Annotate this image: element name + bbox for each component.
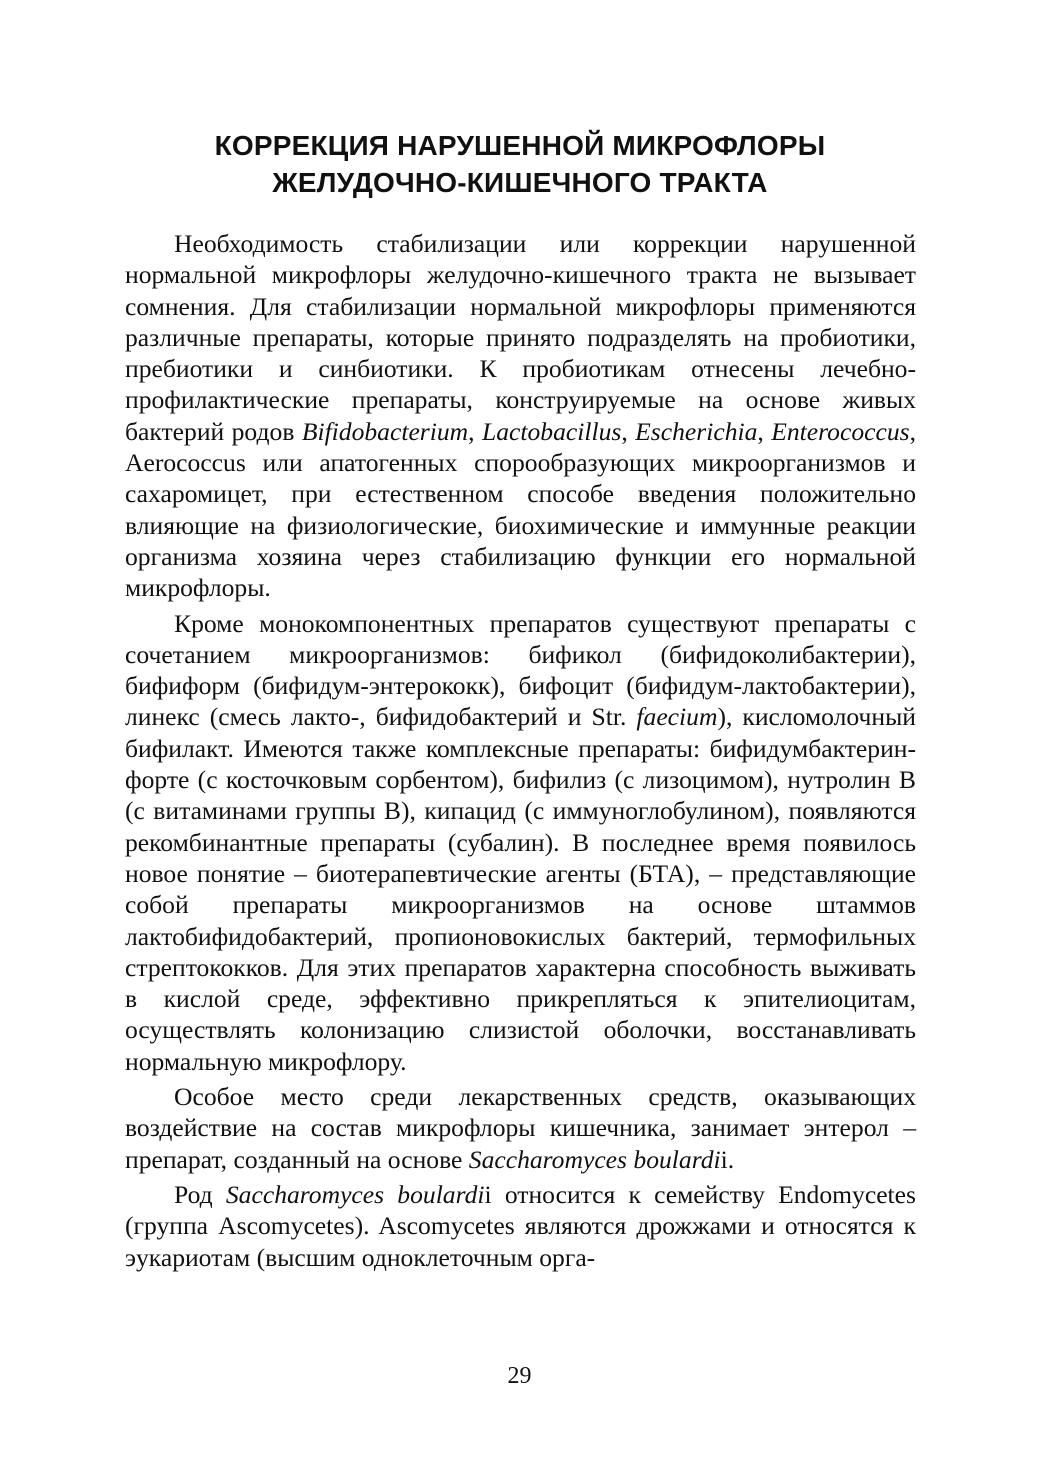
page-heading (120, 127, 920, 201)
paragraph-1-text-a: Необходимость стабилизации или коррекции нарушенной нормальной микрофлоры желудочно-кишечного тракта не вызывает сомнения. Для стабилизации нормальной микрофлоры применяются различные препараты, которые принято подразделять на пробиотики, пребиотики и синбиотики. К пробиотикам отнесены лечебно-профилактические препараты, конструируемые на основе живых бактерий родов (125, 229, 916, 446)
paragraph-1-text-c: , (621, 416, 636, 446)
paragraph-1-genus-bifidobacterium: Bifidobacterium (301, 416, 469, 446)
paragraph-3-species-saccharomyces: Saccharomyces boulardi (468, 1144, 721, 1174)
paragraph-1-text-b: , (468, 416, 482, 446)
paragraph-4-text-a: Род (174, 1179, 226, 1209)
paragraph-3 (125, 1081, 916, 1175)
paragraph-4 (125, 1179, 916, 1273)
paragraph-1-genus-escherichia: Escherichia (635, 416, 758, 446)
paragraph-2-text-b: ), кисломолочный бифилакт. Имеются также комплексные препараты: бифидумбактерин-форте (с косточковым сорбентом), бифилиз (с лизоцимом), нутролин В (с витаминами группы В), кипацид (с иммуноглобулином), появляются рекомбинантные препараты (субалин). В последнее время появилось новое понятие – биотерапевтические агенты (БТА), – представляющие собой препараты микроорганизмов на основе штаммов лактобифидобактерий, пропионовокислых бактерий, термофильных стрептококков. Для этих препаратов характерна способность выживать в кислой среде, эффективно прикрепляться к эпителиоцитам, осуществлять колонизацию слизистой оболочки, восстанавливать нормальную микрофлору. (125, 702, 916, 1076)
paragraph-1-genus-lactobacillus: Lactobacillus (482, 416, 622, 446)
paragraph-4-species-saccharomyces: Saccharomyces boulardi (225, 1179, 485, 1209)
body-text (125, 228, 916, 1273)
paragraph-2-species-faecium: faecium (636, 702, 718, 732)
page-number: 29 (507, 1363, 532, 1389)
heading-line-2: ЖЕЛУДОЧНО-КИШЕЧНОГО ТРАКТА (272, 167, 768, 198)
paragraph-3-text-b: i. (720, 1144, 735, 1174)
paragraph-1 (125, 228, 916, 604)
paragraph-4-text-b: i относится к семейству Endomycetes (группа Ascomycetes). Ascomycetes являются дрожжами и относятся к эукариотам (высшим одноклеточным орга- (125, 1179, 916, 1272)
heading-line-1: КОРРЕКЦИЯ НАРУШЕННОЙ МИКРОФЛОРЫ (214, 130, 826, 161)
paragraph-2 (125, 608, 916, 1077)
paragraph-1-genus-enterococcus: Enterococcus (771, 416, 910, 446)
paragraph-2-text-a: Кроме монокомпонентных препаратов существуют препараты с сочетанием микроорганизмов: бификол (бифидоколибактерии), бифиформ (бифидум-энтерококк), бифоцит (бифидум-лактобактерии), линекс (смесь лакто-, бифидобактерий и Str. (125, 608, 916, 732)
paragraph-3-text-a: Особое место среди лекарственных средств, оказывающих воздействие на состав микрофлоры кишечника, занимает энтерол – препарат, созданный на основе (125, 1082, 916, 1174)
paragraph-1-text-d: , (757, 416, 772, 446)
paragraph-1-text-e: , Aerococcus или апатогенных спорообразующих микроорганизмов и сахаромицет, при естественном способе введения положительно влияющие на физиологические, биохимические и иммунные реакции организма хозяина через стабилизацию функции его нормальной микрофлоры. (125, 416, 916, 603)
